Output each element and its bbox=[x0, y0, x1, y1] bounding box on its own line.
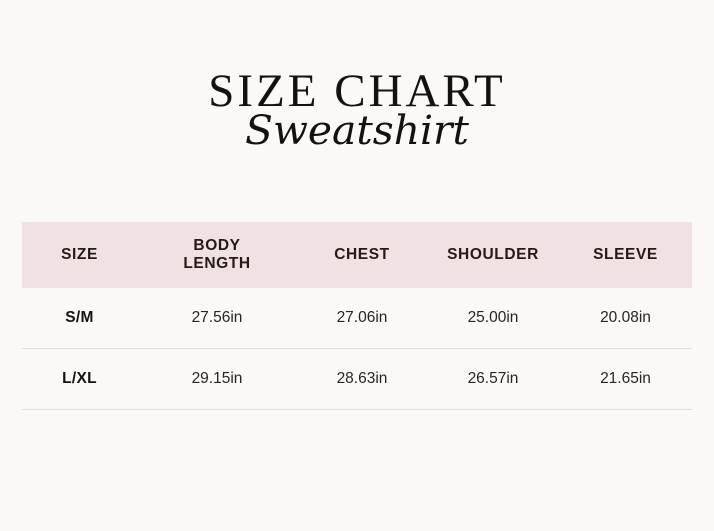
cell-sleeve: 21.65in bbox=[559, 349, 692, 410]
table-row bbox=[22, 288, 692, 349]
column-header-shoulder-line1: SHOULDER bbox=[447, 246, 539, 264]
cell-chest: 28.63in bbox=[297, 349, 427, 410]
page-title: SIZE CHART bbox=[208, 65, 506, 117]
page-subtitle: Sweatshirt bbox=[245, 108, 469, 154]
column-header-sleeve bbox=[559, 222, 692, 288]
cell-size: L/XL bbox=[22, 349, 137, 410]
table-header bbox=[22, 222, 692, 288]
table-header-row bbox=[22, 222, 692, 288]
column-header-body-length bbox=[137, 222, 297, 288]
size-chart-table bbox=[22, 222, 692, 410]
cell-body-length: 29.15in bbox=[137, 349, 297, 410]
table-row bbox=[22, 349, 692, 410]
cell-shoulder: 26.57in bbox=[427, 349, 559, 410]
size-chart-table-wrapper bbox=[22, 222, 692, 410]
column-header-sleeve-line1: SLEEVE bbox=[593, 246, 658, 264]
cell-size: S/M bbox=[22, 288, 137, 349]
column-header-body-length-line2: LENGTH bbox=[183, 255, 251, 272]
cell-body-length: 27.56in bbox=[137, 288, 297, 349]
column-header-chest bbox=[297, 222, 427, 288]
column-header-body-length-line1: BODY bbox=[193, 237, 241, 255]
column-header-chest-line1: CHEST bbox=[334, 246, 390, 264]
column-header-size bbox=[22, 222, 137, 288]
title-block bbox=[0, 0, 714, 154]
column-header-shoulder bbox=[427, 222, 559, 288]
table-body bbox=[22, 288, 692, 410]
cell-shoulder: 25.00in bbox=[427, 288, 559, 349]
column-header-size-line1: SIZE bbox=[61, 246, 98, 264]
cell-chest: 27.06in bbox=[297, 288, 427, 349]
cell-sleeve: 20.08in bbox=[559, 288, 692, 349]
